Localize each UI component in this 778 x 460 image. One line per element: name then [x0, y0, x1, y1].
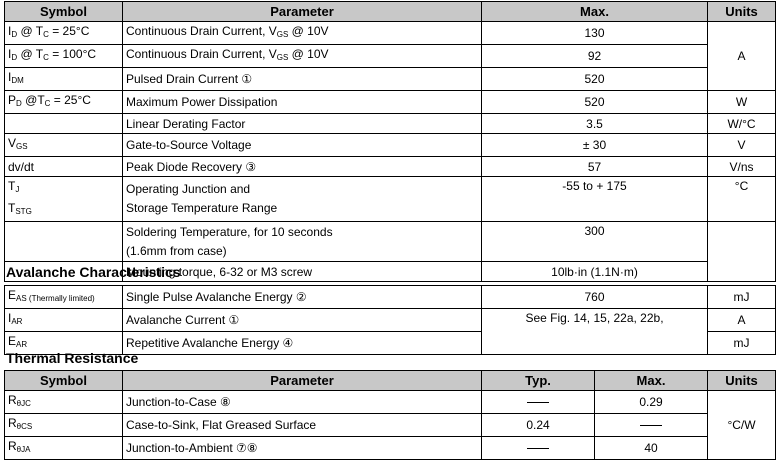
units-cell: mJ — [708, 332, 776, 355]
table-row — [5, 286, 776, 309]
units-cell: mJ — [708, 286, 776, 309]
table-row — [5, 91, 776, 114]
max-cell — [595, 414, 708, 437]
max-cell: 57 — [482, 157, 708, 177]
units-cell: V/ns — [708, 157, 776, 177]
max-cell: ± 30 — [482, 134, 708, 157]
symbol-cell: $V_{GS}$ — [5, 134, 123, 157]
thermal-section-title: Thermal Resistance — [6, 350, 139, 366]
not-specified-dash — [527, 402, 549, 403]
max-cell: 3.5 — [482, 114, 708, 134]
parameter-cell: Pulsed Drain Current ① — [123, 68, 482, 91]
max-cell: 0.29 — [595, 391, 708, 414]
parameter-cell: Continuous Drain Current, $V_{GS}$ @ 10V — [123, 22, 482, 45]
table-row — [5, 157, 776, 177]
table-row — [5, 177, 776, 222]
parameter-header: Parameter — [123, 371, 482, 391]
table-header-row — [5, 371, 776, 391]
typ-header: Typ. — [482, 371, 595, 391]
table-row — [5, 437, 776, 460]
symbol-cell: $R_{\theta JC}$ — [5, 391, 123, 414]
parameter-cell: Avalanche Current ① — [123, 309, 482, 332]
max-cell: 520 — [482, 91, 708, 114]
parameter-cell: Peak Diode Recovery ③ — [123, 157, 482, 177]
max-cell: See Fig. 14, 15, 22a, 22b, — [482, 309, 708, 355]
table-row — [5, 309, 776, 332]
parameter-cell: Gate-to-Source Voltage — [123, 134, 482, 157]
max-header: Max. — [482, 2, 708, 22]
symbol-cell: $R_{\theta JA}$ — [5, 437, 123, 460]
typ-cell: 0.24 — [482, 414, 595, 437]
table-row — [5, 134, 776, 157]
symbol-cell — [5, 222, 123, 262]
parameter-header: Parameter — [123, 2, 482, 22]
parameter-cell: Repetitive Avalanche Energy ④ — [123, 332, 482, 355]
max-cell: 92 — [482, 45, 708, 68]
max-cell: 130 — [482, 22, 708, 45]
max-cell: 760 — [482, 286, 708, 309]
units-cell — [708, 222, 776, 282]
parameter-cell: Linear Derating Factor — [123, 114, 482, 134]
symbol-cell: $I_{DM}$ — [5, 68, 123, 91]
symbol-cell: $I_D$ @ $T_C = 100^\circ C$ — [5, 45, 123, 68]
symbol-cell: $I_{AR}$ — [5, 309, 123, 332]
symbol-cell: $E_{AR}$ — [5, 332, 123, 355]
symbol-cell: dv/dt — [5, 157, 123, 177]
units-cell: °C/W — [708, 391, 776, 460]
parameter-cell: Single Pulse Avalanche Energy ② — [123, 286, 482, 309]
symbol-cell: $P_D$ $@T_C = 25^\circ C$ — [5, 91, 123, 114]
symbol-cell: $I_D$ @ $T_C = 25^\circ C$ — [5, 22, 123, 45]
symbol-cell: $R_{\theta CS}$ — [5, 414, 123, 437]
table-row — [5, 22, 776, 45]
parameter-cell: Mounting torque, 6-32 or M3 screw — [123, 262, 482, 282]
units-cell: A — [708, 309, 776, 332]
units-cell: V — [708, 134, 776, 157]
max-cell: 40 — [595, 437, 708, 460]
units-cell: °C — [708, 177, 776, 222]
table-row — [5, 222, 776, 262]
units-cell: W — [708, 91, 776, 114]
not-specified-dash — [640, 425, 662, 426]
symbol-header: Symbol — [5, 371, 123, 391]
parameter-cell: Soldering Temperature, for 10 seconds (1.6mm from case) — [123, 222, 482, 262]
units-header: Units — [708, 371, 776, 391]
avalanche-section-title: Avalanche Characteristics — [6, 264, 181, 280]
units-header: Units — [708, 2, 776, 22]
table-header-row — [5, 2, 776, 22]
max-cell: -55 to + 175 — [482, 177, 708, 222]
parameter-cell: Continuous Drain Current, $V_{GS}$ @ 10V — [123, 45, 482, 68]
parameter-cell: Operating Junction and Storage Temperature Range — [123, 177, 482, 222]
typ-cell — [482, 391, 595, 414]
units-cell: A — [708, 22, 776, 91]
symbol-cell: $T_J$ $T_{STG}$ — [5, 177, 123, 222]
table-row — [5, 414, 776, 437]
max-cell: 520 — [482, 68, 708, 91]
table-row — [5, 45, 776, 68]
max-cell: 10lb·in (1.1N·m) — [482, 262, 708, 282]
units-cell: W/°C — [708, 114, 776, 134]
symbol-cell: $E_{AS (Thermally limited)}$ — [5, 286, 123, 309]
symbol-cell — [5, 114, 123, 134]
table-row — [5, 391, 776, 414]
thermal-resistance-table — [4, 370, 776, 460]
avalanche-table — [4, 285, 776, 355]
table-row — [5, 68, 776, 91]
parameter-cell: Case-to-Sink, Flat Greased Surface — [123, 414, 482, 437]
parameter-cell: Junction-to-Ambient ⑦⑧ — [123, 437, 482, 460]
symbol-header: Symbol — [5, 2, 123, 22]
not-specified-dash — [527, 448, 549, 449]
parameter-cell: Junction-to-Case ⑧ — [123, 391, 482, 414]
parameter-cell: Maximum Power Dissipation — [123, 91, 482, 114]
max-header: Max. — [595, 371, 708, 391]
table-row — [5, 114, 776, 134]
absolute-max-ratings-table — [4, 1, 776, 282]
typ-cell — [482, 437, 595, 460]
max-cell: 300 — [482, 222, 708, 262]
